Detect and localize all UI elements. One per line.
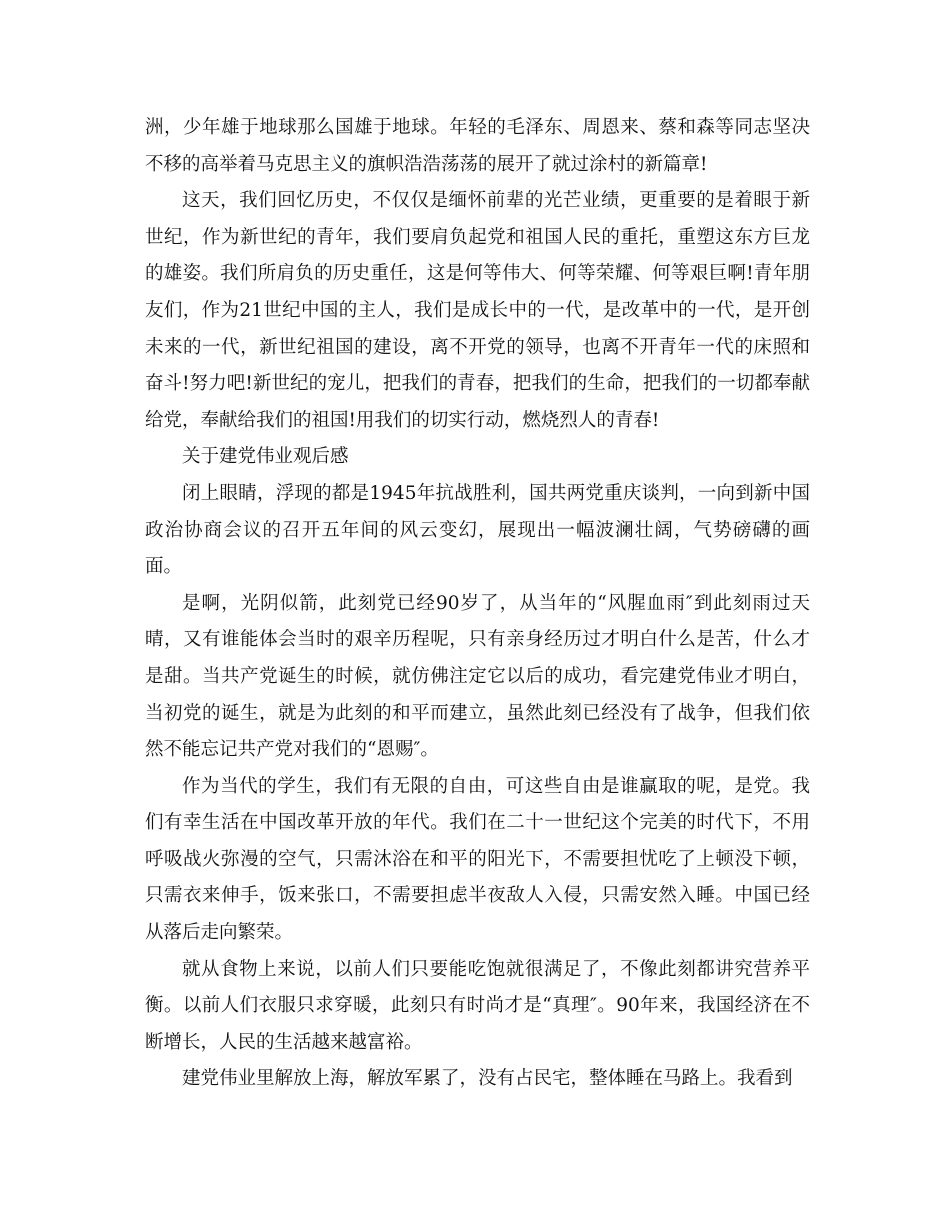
paragraph-students: 作为当代的学生，我们有无限的自由，可这些自由是谁赢取的呢，是党。我们有幸生活在中国改革开放的年代。我们在二十一世纪这个完美的时代下，不用呼吸战火弥漫的空气，只需沐浴在和平的阳光下，不需要担忧吃了上顿没下顿，只需衣来伸手，饭来张口，不需要担虑半夜敌人入侵，只需安然入睡。中国已经从落后走向繁荣。: [145, 775, 810, 944]
paragraph-time-flies: 是啊，光阴似箭，此刻党已经90岁了，从当年的“风腥血雨″到此刻雨过天晴，又有谁能体会当时的艰辛历程呢，只有亲身经历过才明白什么是苦，什么才是甜。当共产党诞生的时候，就仿佛注定它以后的成功，看完建党伟业才明白，当初党的诞生，就是为此刻的和平而建立，虽然此刻已经没有了战争，但我们依然不能忘记共产党对我们的“恩赐″。: [145, 592, 810, 761]
paragraph-continuation: 洲，少年雄于地球那么国雄于地球。年轻的毛泽东、周恩来、蔡和森等同志坚决不移的高举着马克思主义的旗帜浩浩荡荡的展开了就过涂村的新篇章!: [145, 117, 810, 175]
paragraph-close-eyes: 闭上眼睛，浮现的都是1945年抗战胜利，国共两党重庆谈判，一向到新中国政治协商会议的召开五年间的风云变幻，展现出一幅波澜壮阔，气势磅礴的画面。: [145, 482, 810, 578]
paragraph-shanghai: 建党伟业里解放上海，解放军累了，没有占民宅，整体睡在马路上。我看到: [182, 1068, 793, 1090]
paragraph-food: 就从食物上来说，以前人们只要能吃饱就很满足了，不像此刻都讲究营养平衡。以前人们衣服只求穿暖，此刻只有时尚才是“真理″。90年来，我国经济在不断增长，人民的生活越来越富裕。: [145, 958, 810, 1053]
paragraph-new-century: 这天，我们回忆历史，不仅仅是缅怀前辈的光芒业绩，更重要的是着眼于新世纪，作为新世纪的青年，我们要肩负起党和祖国人民的重托，重塑这东方巨龙的雄姿。我们所肩负的历史重任，这是何等伟大、何等荣耀、何等艰巨啊!青年朋友们，作为21世纪中国的主人，我们是成长中的一代，是改革中的一代，是开创未来的一代，新世纪祖国的建设，离不开党的领导，也离不开青年一代的床照和奋斗!努力吧!新世纪的宠儿，把我们的青春，把我们的生命，把我们的一切都奉献给党，奉献给我们的祖国!用我们的切实行动，燃烧烈人的青春!: [145, 190, 810, 431]
document-body: [145, 110, 810, 1098]
section-heading: 关于建党伟业观后感: [182, 446, 349, 468]
